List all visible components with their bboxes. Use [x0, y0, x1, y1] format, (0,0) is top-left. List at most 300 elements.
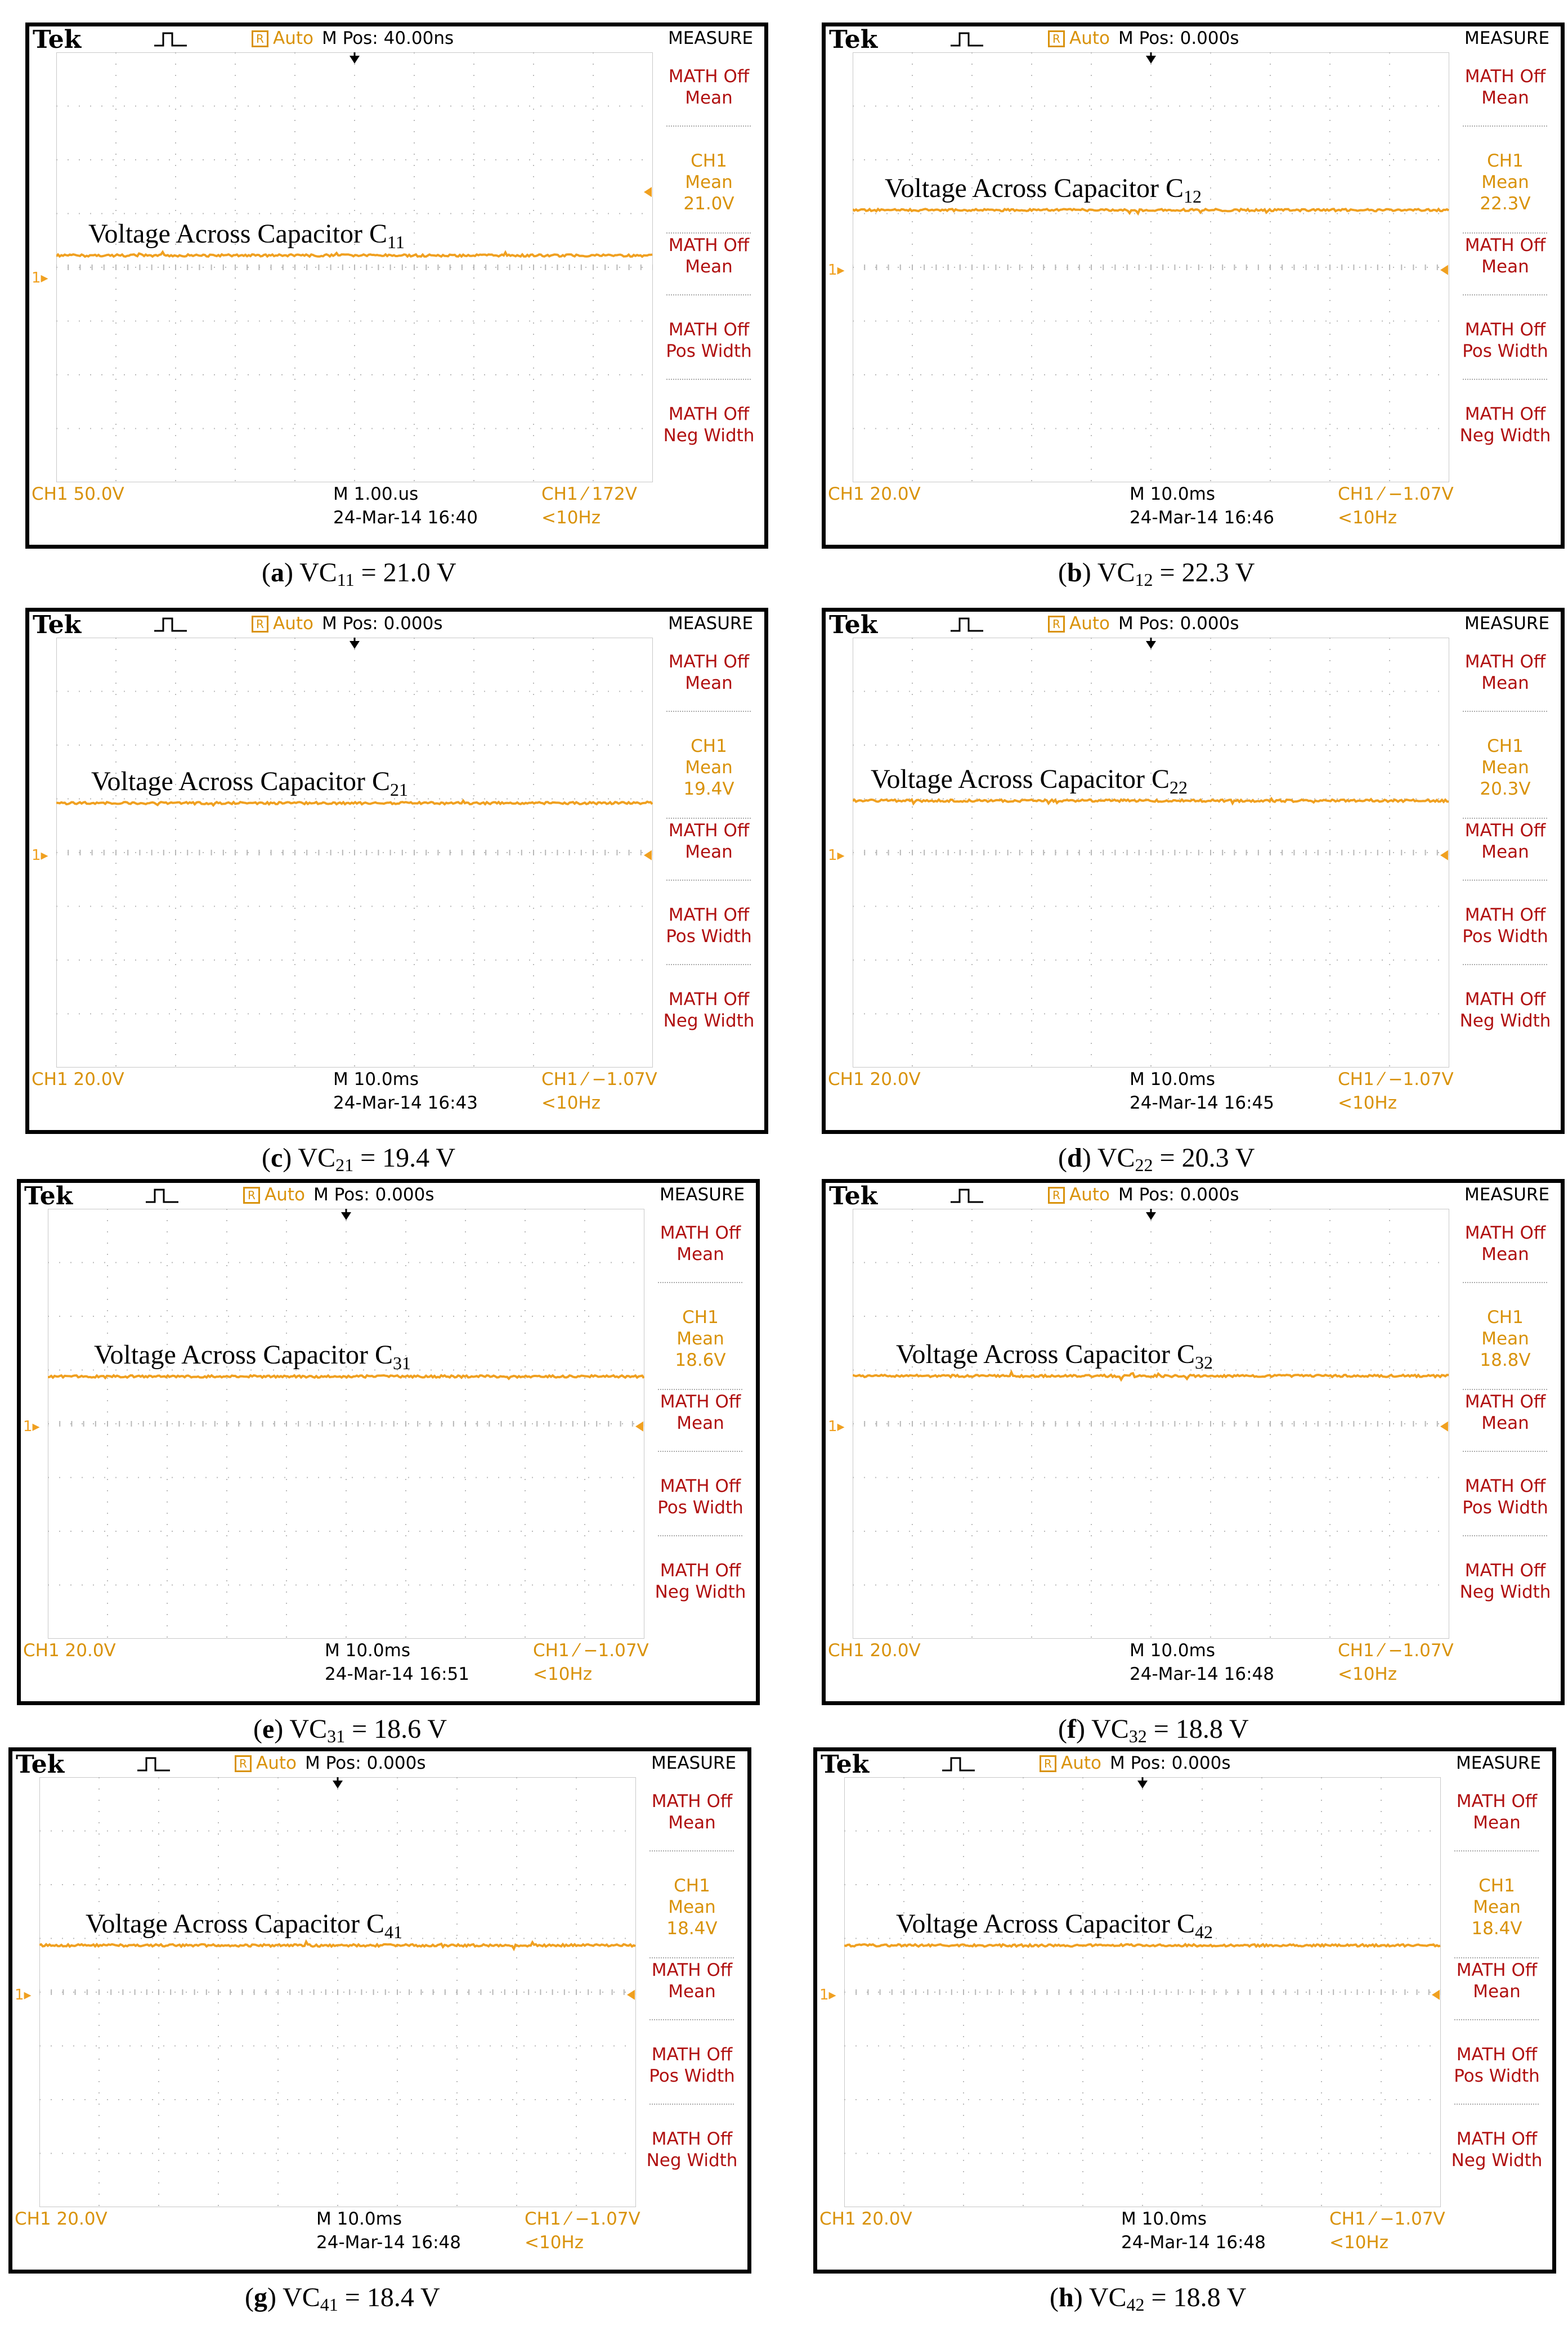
measure-slot-1[interactable]: [643, 1791, 741, 1833]
trigger-frequency: <10Hz: [1338, 508, 1397, 528]
scope-header: [826, 611, 1550, 639]
caption-value: = 19.4 V: [360, 1143, 455, 1173]
acquisition-mode: [235, 1754, 297, 1773]
measure-separator: [1463, 1282, 1547, 1283]
scope-panel-e: [17, 1179, 760, 1753]
measure-line1: CH1: [674, 1876, 710, 1896]
caption-quantity: VC: [299, 558, 337, 588]
acquisition-mode: [252, 614, 313, 633]
scope-panel-b: [822, 23, 1565, 597]
acquisition-mode: [252, 29, 313, 48]
ch1-scale: CH1 20.0V: [32, 1069, 124, 1089]
scope-panel-g: [8, 1747, 751, 2321]
measure-separator: [1463, 880, 1547, 881]
measure-slot-4[interactable]: [660, 904, 758, 947]
measure-line1: MATH Off: [668, 989, 750, 1010]
measure-line1: MATH Off: [1456, 2129, 1538, 2149]
measure-line2: Mean: [685, 172, 733, 192]
panel-letter: b: [1067, 558, 1082, 588]
measure-line2: Mean: [1481, 757, 1529, 778]
measure-separator: [666, 125, 751, 127]
scope-panel-c: [25, 608, 768, 1182]
measure-line1: MATH Off: [1464, 652, 1546, 672]
caption-subscript: 11: [337, 570, 355, 590]
mode-label: Auto: [1069, 28, 1110, 48]
annotation-subscript: 31: [393, 1352, 411, 1373]
timebase: M 10.0ms: [1130, 1640, 1215, 1661]
measure-line1: MATH Off: [1464, 66, 1546, 87]
scope-screen: [17, 1179, 760, 1705]
measure-line3: 18.6V: [675, 1350, 726, 1370]
ch1-scale: CH1 20.0V: [828, 1640, 921, 1661]
measure-slot-2[interactable]: [660, 736, 758, 800]
timebase: M 10.0ms: [333, 1069, 419, 1089]
timebase: M 10.0ms: [325, 1640, 410, 1661]
ready-icon: R: [243, 1187, 260, 1204]
annotation-text: Voltage Across Capacitor C: [885, 173, 1184, 204]
scope-header: [12, 1750, 737, 1779]
panel-letter: a: [270, 558, 284, 588]
measure-slot-1[interactable]: [651, 1222, 750, 1265]
measure-line1: CH1: [1487, 151, 1524, 171]
measure-line1: MATH Off: [660, 1561, 741, 1581]
measure-separator: [666, 818, 751, 819]
mode-label: Auto: [273, 28, 313, 48]
annotation-text: Voltage Across Capacitor C: [86, 1908, 385, 1939]
measure-line2: Mean: [1481, 673, 1529, 693]
ch1-scale: CH1 20.0V: [828, 1069, 921, 1089]
scope-header: [29, 611, 754, 639]
measure-slot-3[interactable]: [643, 1960, 741, 2002]
measure-slot-3[interactable]: [1448, 1960, 1546, 2002]
scope-header: [29, 25, 754, 54]
timebase: M 10.0ms: [316, 2209, 402, 2229]
measure-line2: Mean: [1481, 88, 1529, 108]
measure-line1: MATH Off: [1456, 2044, 1538, 2065]
measure-line2: Mean: [1481, 1329, 1529, 1349]
mode-label: Auto: [1069, 1185, 1110, 1205]
ch1-scale: CH1 20.0V: [819, 2209, 912, 2229]
measure-slot-5[interactable]: [1456, 403, 1554, 446]
horizontal-position: M Pos: 0.000s: [1110, 1753, 1231, 1773]
trigger-setting: CH1 ⁄ −1.07V: [541, 1069, 657, 1089]
measure-slot-4[interactable]: [660, 319, 758, 362]
measure-slot-5[interactable]: [1456, 989, 1554, 1032]
measure-separator: [1454, 1850, 1539, 1851]
trigger-position-marker: [1146, 1212, 1156, 1220]
caption-quantity: VC: [1088, 2283, 1127, 2312]
trigger-position-marker: [350, 56, 360, 64]
ch1-scale: CH1 20.0V: [15, 2209, 107, 2229]
trigger-setting: CH1 ⁄ −1.07V: [525, 2209, 640, 2229]
trigger-status-icon: [949, 615, 984, 633]
measure-line1: MATH Off: [668, 320, 750, 340]
measure-line2: Pos Width: [666, 926, 752, 947]
measure-separator: [1463, 711, 1547, 712]
acquisition-mode: [1040, 1754, 1101, 1773]
trigger-setting: CH1 ⁄ −1.07V: [533, 1640, 649, 1661]
measure-line2: Mean: [668, 1981, 716, 2002]
trigger-level-marker: [1440, 265, 1448, 275]
measure-line1: MATH Off: [1464, 1223, 1546, 1243]
measure-line1: MATH Off: [1464, 320, 1546, 340]
scope-header: [826, 1182, 1550, 1210]
brand-label: Tek: [24, 1182, 73, 1210]
measure-slot-2[interactable]: [1456, 1307, 1554, 1371]
measure-line1: MATH Off: [1456, 1791, 1538, 1812]
ready-icon: R: [252, 30, 268, 47]
panel-caption: (e) $VC_{31} = 18.6$ V: [253, 1714, 447, 1746]
brand-label: Tek: [829, 25, 878, 54]
measure-slot-2[interactable]: [1456, 150, 1554, 214]
measure-separator: [649, 2104, 734, 2105]
annotation-subscript: 22: [1170, 777, 1188, 797]
caption-value: = 18.6 V: [352, 1714, 447, 1744]
trigger-status-icon: [941, 1755, 976, 1773]
trigger-frequency: <10Hz: [1338, 1664, 1397, 1684]
mode-label: Auto: [1069, 613, 1110, 634]
trigger-level-marker: [1440, 1422, 1448, 1432]
panel-letter: f: [1067, 1714, 1076, 1744]
measure-separator: [649, 1850, 734, 1851]
brand-label: Tek: [33, 611, 82, 639]
measure-line2: Mean: [1473, 1981, 1521, 2002]
annotation-subscript: 41: [384, 1921, 403, 1942]
measure-line1: MATH Off: [668, 820, 750, 841]
scope-header: [817, 1750, 1542, 1779]
horizontal-position: M Pos: 0.000s: [1118, 613, 1239, 634]
measure-slot-3[interactable]: [1456, 820, 1554, 863]
annotation-text: Voltage Across Capacitor C: [896, 1339, 1195, 1369]
panel-caption: (c) $VC_{21} = 19.4$ V: [262, 1143, 455, 1175]
annotation-text: Voltage Across Capacitor C: [94, 1339, 393, 1370]
measure-slot-4[interactable]: [1456, 904, 1554, 947]
measure-separator: [1463, 1451, 1547, 1452]
scope-screen: [8, 1747, 751, 2274]
measure-line2: Mean: [668, 1897, 716, 1917]
annotation-subscript: 32: [1195, 1352, 1213, 1373]
measure-line1: CH1: [1487, 736, 1524, 756]
scope-panel-a: [25, 23, 768, 597]
measure-slot-2[interactable]: [651, 1307, 750, 1371]
ch1-ground-marker: 1▸: [32, 270, 48, 287]
annotation-subscript: 42: [1195, 1921, 1213, 1942]
measure-slot-4[interactable]: [1456, 319, 1554, 362]
scope-footer: [29, 482, 637, 544]
trigger-frequency: <10Hz: [533, 1664, 593, 1684]
trigger-frequency: <10Hz: [1329, 2232, 1389, 2253]
waveform-plot: [56, 52, 653, 482]
ch1-ground-marker: 1▸: [32, 846, 48, 864]
measure-slot-3[interactable]: [651, 1391, 750, 1434]
measure-separator: [1454, 2019, 1539, 2020]
measure-slot-2[interactable]: [1456, 736, 1554, 800]
trigger-status-icon: [136, 1755, 171, 1773]
measure-slot-4[interactable]: [1448, 2044, 1546, 2087]
panel-caption: (b) $VC_{12} = 22.3$ V: [1058, 558, 1255, 590]
measure-line1: MATH Off: [651, 1791, 733, 1812]
measure-slot-3[interactable]: [1456, 235, 1554, 277]
scope-footer: [29, 1068, 657, 1129]
measure-line2: Neg Width: [1459, 1582, 1551, 1602]
waveform-annotation: [885, 173, 1202, 212]
measure-line1: CH1: [1479, 1876, 1515, 1896]
measure-line1: MATH Off: [668, 66, 750, 87]
measure-line1: MATH Off: [1464, 820, 1546, 841]
scope-footer: [826, 482, 1454, 544]
trigger-position-marker: [333, 1781, 343, 1788]
measure-line2: Mean: [677, 1413, 724, 1433]
measure-line1: MATH Off: [660, 1392, 741, 1412]
scope-screen: [822, 1179, 1565, 1705]
measure-separator: [666, 232, 751, 234]
measure-line1: CH1: [682, 1307, 719, 1328]
measure-slot-5[interactable]: [651, 1560, 750, 1603]
measure-line1: MATH Off: [660, 1476, 741, 1496]
trigger-status-icon: [153, 615, 188, 633]
scope-panel-f: [822, 1179, 1565, 1753]
measure-line2: Pos Width: [1462, 926, 1548, 947]
measure-separator: [666, 294, 751, 295]
annotation-text: Voltage Across Capacitor C: [88, 218, 388, 249]
horizontal-position: M Pos: 0.000s: [313, 1185, 434, 1205]
waveform-plot: [56, 638, 653, 1068]
ready-icon: R: [1048, 616, 1065, 633]
ch1-ground-marker: 1▸: [828, 846, 845, 864]
measure-separator: [649, 1957, 734, 1958]
waveform-plot: [39, 1777, 636, 2207]
ready-icon: R: [1048, 30, 1065, 47]
measure-line1: MATH Off: [668, 404, 750, 424]
acquisition-mode: [1048, 1185, 1110, 1204]
waveform-plot: [853, 638, 1449, 1068]
trigger-position-marker: [1146, 641, 1156, 649]
trigger-position-marker: [341, 1212, 351, 1220]
scope-screen: [813, 1747, 1556, 2274]
timestamp: 24-Mar-14 16:48: [1130, 1664, 1274, 1684]
trigger-position-marker: [350, 641, 360, 649]
measure-slot-5[interactable]: [660, 989, 758, 1032]
measure-title: MEASURE: [1464, 28, 1550, 48]
trigger-level-marker: [627, 1990, 635, 2000]
measure-line2: Mean: [1473, 1897, 1521, 1917]
measure-line3: 20.3V: [1480, 779, 1531, 799]
panel-letter: c: [270, 1143, 283, 1173]
measure-separator: [658, 1535, 742, 1536]
annotation-subscript: 11: [387, 231, 405, 252]
measure-line2: Pos Width: [1462, 1497, 1548, 1518]
trigger-frequency: <10Hz: [541, 508, 601, 528]
trigger-status-icon: [145, 1186, 180, 1204]
caption-quantity: VC: [1097, 1143, 1135, 1173]
panel-letter: e: [262, 1714, 275, 1744]
panel-caption: (g) $VC_{41} = 18.4$ V: [245, 2283, 440, 2315]
acquisition-mode: [1048, 29, 1110, 48]
waveform-plot: [853, 52, 1449, 482]
measure-line3: 19.4V: [683, 779, 734, 799]
trigger-frequency: <10Hz: [525, 2232, 584, 2253]
measure-line2: Mean: [685, 673, 733, 693]
waveform-plot: [853, 1209, 1449, 1639]
timestamp: 24-Mar-14 16:45: [1130, 1093, 1274, 1113]
measure-slot-1[interactable]: [1448, 1791, 1546, 1833]
timestamp: 24-Mar-14 16:40: [333, 508, 478, 528]
measure-slot-3[interactable]: [660, 235, 758, 277]
measure-line2: Neg Width: [646, 2150, 738, 2171]
measure-line1: MATH Off: [651, 1960, 733, 1980]
measure-line2: Mean: [1481, 1244, 1529, 1265]
measure-line2: Pos Width: [649, 2066, 735, 2086]
measure-line2: Mean: [677, 1329, 724, 1349]
ch1-ground-marker: 1▸: [15, 1986, 32, 2003]
caption-subscript: 21: [335, 1155, 354, 1175]
graticule: [39, 1777, 636, 2207]
measure-line3: 21.0V: [683, 194, 734, 214]
mode-label: Auto: [265, 1185, 305, 1205]
trigger-frequency: <10Hz: [541, 1093, 601, 1113]
scope-footer: [12, 2207, 640, 2269]
trigger-position-marker: [1137, 1781, 1148, 1788]
measure-line2: Mean: [685, 88, 733, 108]
waveform-annotation: [896, 1339, 1213, 1378]
measure-slot-4[interactable]: [643, 2044, 741, 2087]
measure-slot-4[interactable]: [1456, 1476, 1554, 1518]
ch1-ground-marker: 1▸: [819, 1986, 836, 2003]
caption-value: = 21.0 V: [361, 558, 456, 588]
measure-slot-5[interactable]: [1456, 1560, 1554, 1603]
measure-line3: 22.3V: [1480, 194, 1531, 214]
measure-line2: Mean: [685, 257, 733, 277]
panel-letter: h: [1058, 2283, 1074, 2312]
ready-icon: R: [235, 1755, 252, 1772]
horizontal-position: M Pos: 40.00ns: [322, 28, 454, 48]
measure-line2: Mean: [1481, 172, 1529, 192]
scope-footer: [826, 1639, 1454, 1701]
mode-label: Auto: [273, 613, 313, 634]
measure-line2: Pos Width: [1454, 2066, 1540, 2086]
caption-quantity: VC: [283, 2283, 320, 2312]
measure-slot-1[interactable]: [1456, 66, 1554, 109]
trigger-setting: CH1 ⁄ 172V: [541, 484, 637, 504]
measure-slot-5[interactable]: [660, 403, 758, 446]
measure-slot-1[interactable]: [1456, 651, 1554, 694]
measure-line2: Neg Width: [655, 1582, 746, 1602]
measure-line3: 18.4V: [666, 1918, 718, 1939]
panel-letter: d: [1067, 1143, 1082, 1173]
trigger-status-icon: [949, 1186, 984, 1204]
caption-subscript: 42: [1126, 2294, 1145, 2315]
caption-subscript: 22: [1135, 1155, 1153, 1175]
graticule: [56, 638, 653, 1068]
measure-slot-5[interactable]: [1448, 2128, 1546, 2171]
waveform-annotation: [871, 764, 1188, 803]
measure-slot-4[interactable]: [651, 1476, 750, 1518]
acquisition-mode: [243, 1185, 305, 1204]
measure-separator: [1454, 2104, 1539, 2105]
measure-slot-2[interactable]: [660, 150, 758, 214]
measure-title: MEASURE: [1464, 1185, 1550, 1205]
trigger-level-marker: [635, 1422, 643, 1432]
measure-slot-1[interactable]: [1456, 1222, 1554, 1265]
measure-line1: MATH Off: [1464, 989, 1546, 1010]
panel-caption: (f) $VC_{32} = 18.8$ V: [1058, 1714, 1249, 1746]
scope-footer: [817, 2207, 1445, 2269]
measure-line3: 18.8V: [1480, 1350, 1531, 1370]
waveform-annotation: [86, 1908, 402, 1948]
panel-caption: (h) $VC_{42} = 18.8$ V: [1050, 2283, 1247, 2315]
measure-separator: [1463, 1389, 1547, 1390]
measure-line2: Pos Width: [657, 1497, 743, 1518]
scope-footer: [826, 1068, 1454, 1129]
measure-title: MEASURE: [668, 613, 754, 634]
caption-value: = 18.4 V: [344, 2283, 440, 2312]
measure-line2: Pos Width: [1462, 341, 1548, 361]
graticule: [56, 52, 653, 482]
measure-slot-1[interactable]: [660, 66, 758, 109]
ch1-ground-marker: 1▸: [828, 261, 845, 279]
scope-screen: [822, 23, 1565, 549]
scope-screen: [822, 608, 1565, 1134]
timestamp: 24-Mar-14 16:48: [316, 2232, 461, 2253]
measure-line1: CH1: [691, 736, 727, 756]
measure-line2: Neg Width: [663, 1011, 755, 1031]
trigger-setting: CH1 ⁄ −1.07V: [1338, 1640, 1454, 1661]
scope-header: [21, 1182, 745, 1210]
annotation-text: Voltage Across Capacitor C: [91, 766, 391, 797]
measure-line2: Mean: [1473, 1813, 1521, 1833]
measure-line2: Mean: [668, 1813, 716, 1833]
measure-line1: MATH Off: [1464, 1392, 1546, 1412]
graticule: [48, 1209, 644, 1639]
ready-icon: R: [1048, 1187, 1065, 1204]
graticule: [853, 1209, 1449, 1639]
measure-slot-2[interactable]: [1448, 1875, 1546, 1939]
waveform-annotation: [896, 1908, 1213, 1948]
measure-separator: [658, 1282, 742, 1283]
scope-footer: [21, 1639, 649, 1701]
measure-separator: [1463, 964, 1547, 965]
ch1-ground-marker: 1▸: [828, 1418, 845, 1435]
brand-label: Tek: [16, 1750, 65, 1779]
measure-line2: Mean: [1481, 842, 1529, 862]
panel-caption: (d) $VC_{22} = 20.3$ V: [1058, 1143, 1255, 1175]
measure-slot-2[interactable]: [643, 1875, 741, 1939]
measure-slot-5[interactable]: [643, 2128, 741, 2171]
panel-caption: (a) $VC_{11} = 21.0$ V: [262, 558, 456, 590]
caption-value: = 18.8 V: [1153, 1714, 1249, 1744]
annotation-text: Voltage Across Capacitor C: [896, 1908, 1195, 1939]
ch1-scale: CH1 50.0V: [32, 484, 124, 504]
trigger-frequency: <10Hz: [1338, 1093, 1397, 1113]
measure-slot-1[interactable]: [660, 651, 758, 694]
caption-subscript: 31: [327, 1726, 346, 1746]
mode-label: Auto: [256, 1753, 297, 1773]
caption-value: = 20.3 V: [1159, 1143, 1255, 1173]
measure-slot-3[interactable]: [660, 820, 758, 863]
timebase: M 10.0ms: [1121, 2209, 1207, 2229]
graticule: [853, 638, 1449, 1068]
measure-line2: Mean: [677, 1244, 724, 1265]
annotation-subscript: 21: [390, 779, 409, 800]
mode-label: Auto: [1061, 1753, 1101, 1773]
measure-slot-3[interactable]: [1456, 1391, 1554, 1434]
caption-quantity: VC: [289, 1714, 328, 1744]
timebase: M 10.0ms: [1130, 1069, 1215, 1089]
measure-line2: Pos Width: [666, 341, 752, 361]
measure-line1: CH1: [691, 151, 727, 171]
timestamp: 24-Mar-14 16:51: [325, 1664, 469, 1684]
measure-separator: [658, 1389, 742, 1390]
